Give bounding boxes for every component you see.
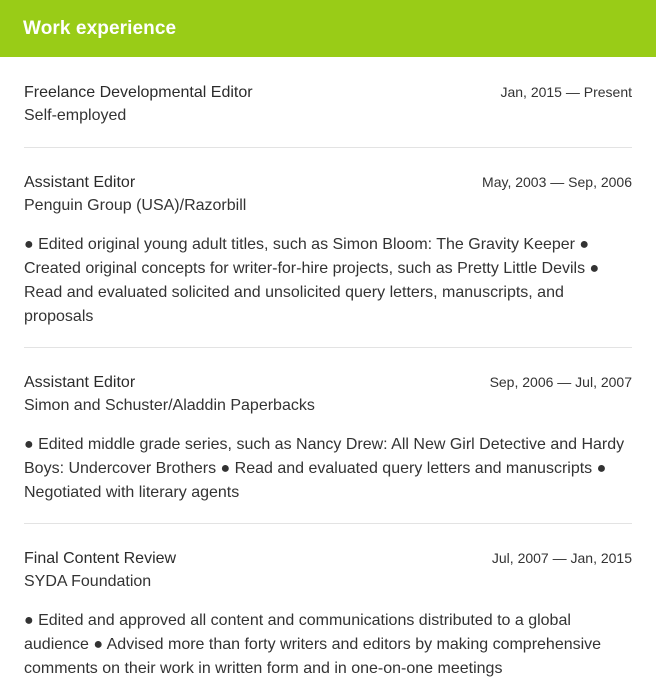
entry-header-row: [24, 82, 632, 103]
experience-list: [0, 57, 656, 699]
job-title: Final Content Review: [24, 550, 177, 567]
entry-header-row: [24, 172, 632, 193]
experience-entry: [24, 524, 632, 699]
job-title: Freelance Developmental Editor: [24, 84, 253, 101]
company-name: Self-employed: [24, 107, 127, 124]
section-title: Work experience: [23, 17, 177, 39]
job-dates: Sep, 2006 — Jul, 2007: [489, 374, 632, 390]
entry-header-row: [24, 548, 632, 569]
job-title: Assistant Editor: [24, 174, 136, 191]
experience-entry: [24, 348, 632, 524]
company-name: Simon and Schuster/Aladdin Paperbacks: [24, 397, 315, 414]
experience-entry: [24, 148, 632, 348]
job-dates: Jul, 2007 — Jan, 2015: [491, 550, 632, 566]
job-description: ● Edited and approved all content and communications distributed to a global audience ● Advised more than forty writers and editors by making comprehensive comments on their work in written form and in one-on-one meetings: [24, 612, 602, 677]
company-name: Penguin Group (USA)/Razorbill: [24, 197, 247, 214]
job-description: ● Edited original young adult titles, such as Simon Bloom: The Gravity Keeper ● Created original concepts for writer-for-hire projects, such as Pretty Little Devils ● Read and evaluated solicited and unsolicited query letters, manuscripts, and proposals: [24, 236, 600, 325]
job-dates: Jan, 2015 — Present: [500, 84, 632, 100]
job-description: ● Edited middle grade series, such as Nancy Drew: All New Girl Detective and Hardy Boys: Undercover Brothers ● Read and evaluated query letters and manuscripts ● Negotiated with literary agents: [24, 436, 625, 501]
job-dates: May, 2003 — Sep, 2006: [482, 174, 632, 190]
section-header: [0, 0, 656, 57]
job-title: Assistant Editor: [24, 374, 136, 391]
experience-entry: [24, 57, 632, 148]
entry-header-row: [24, 372, 632, 393]
company-name: SYDA Foundation: [24, 573, 152, 590]
